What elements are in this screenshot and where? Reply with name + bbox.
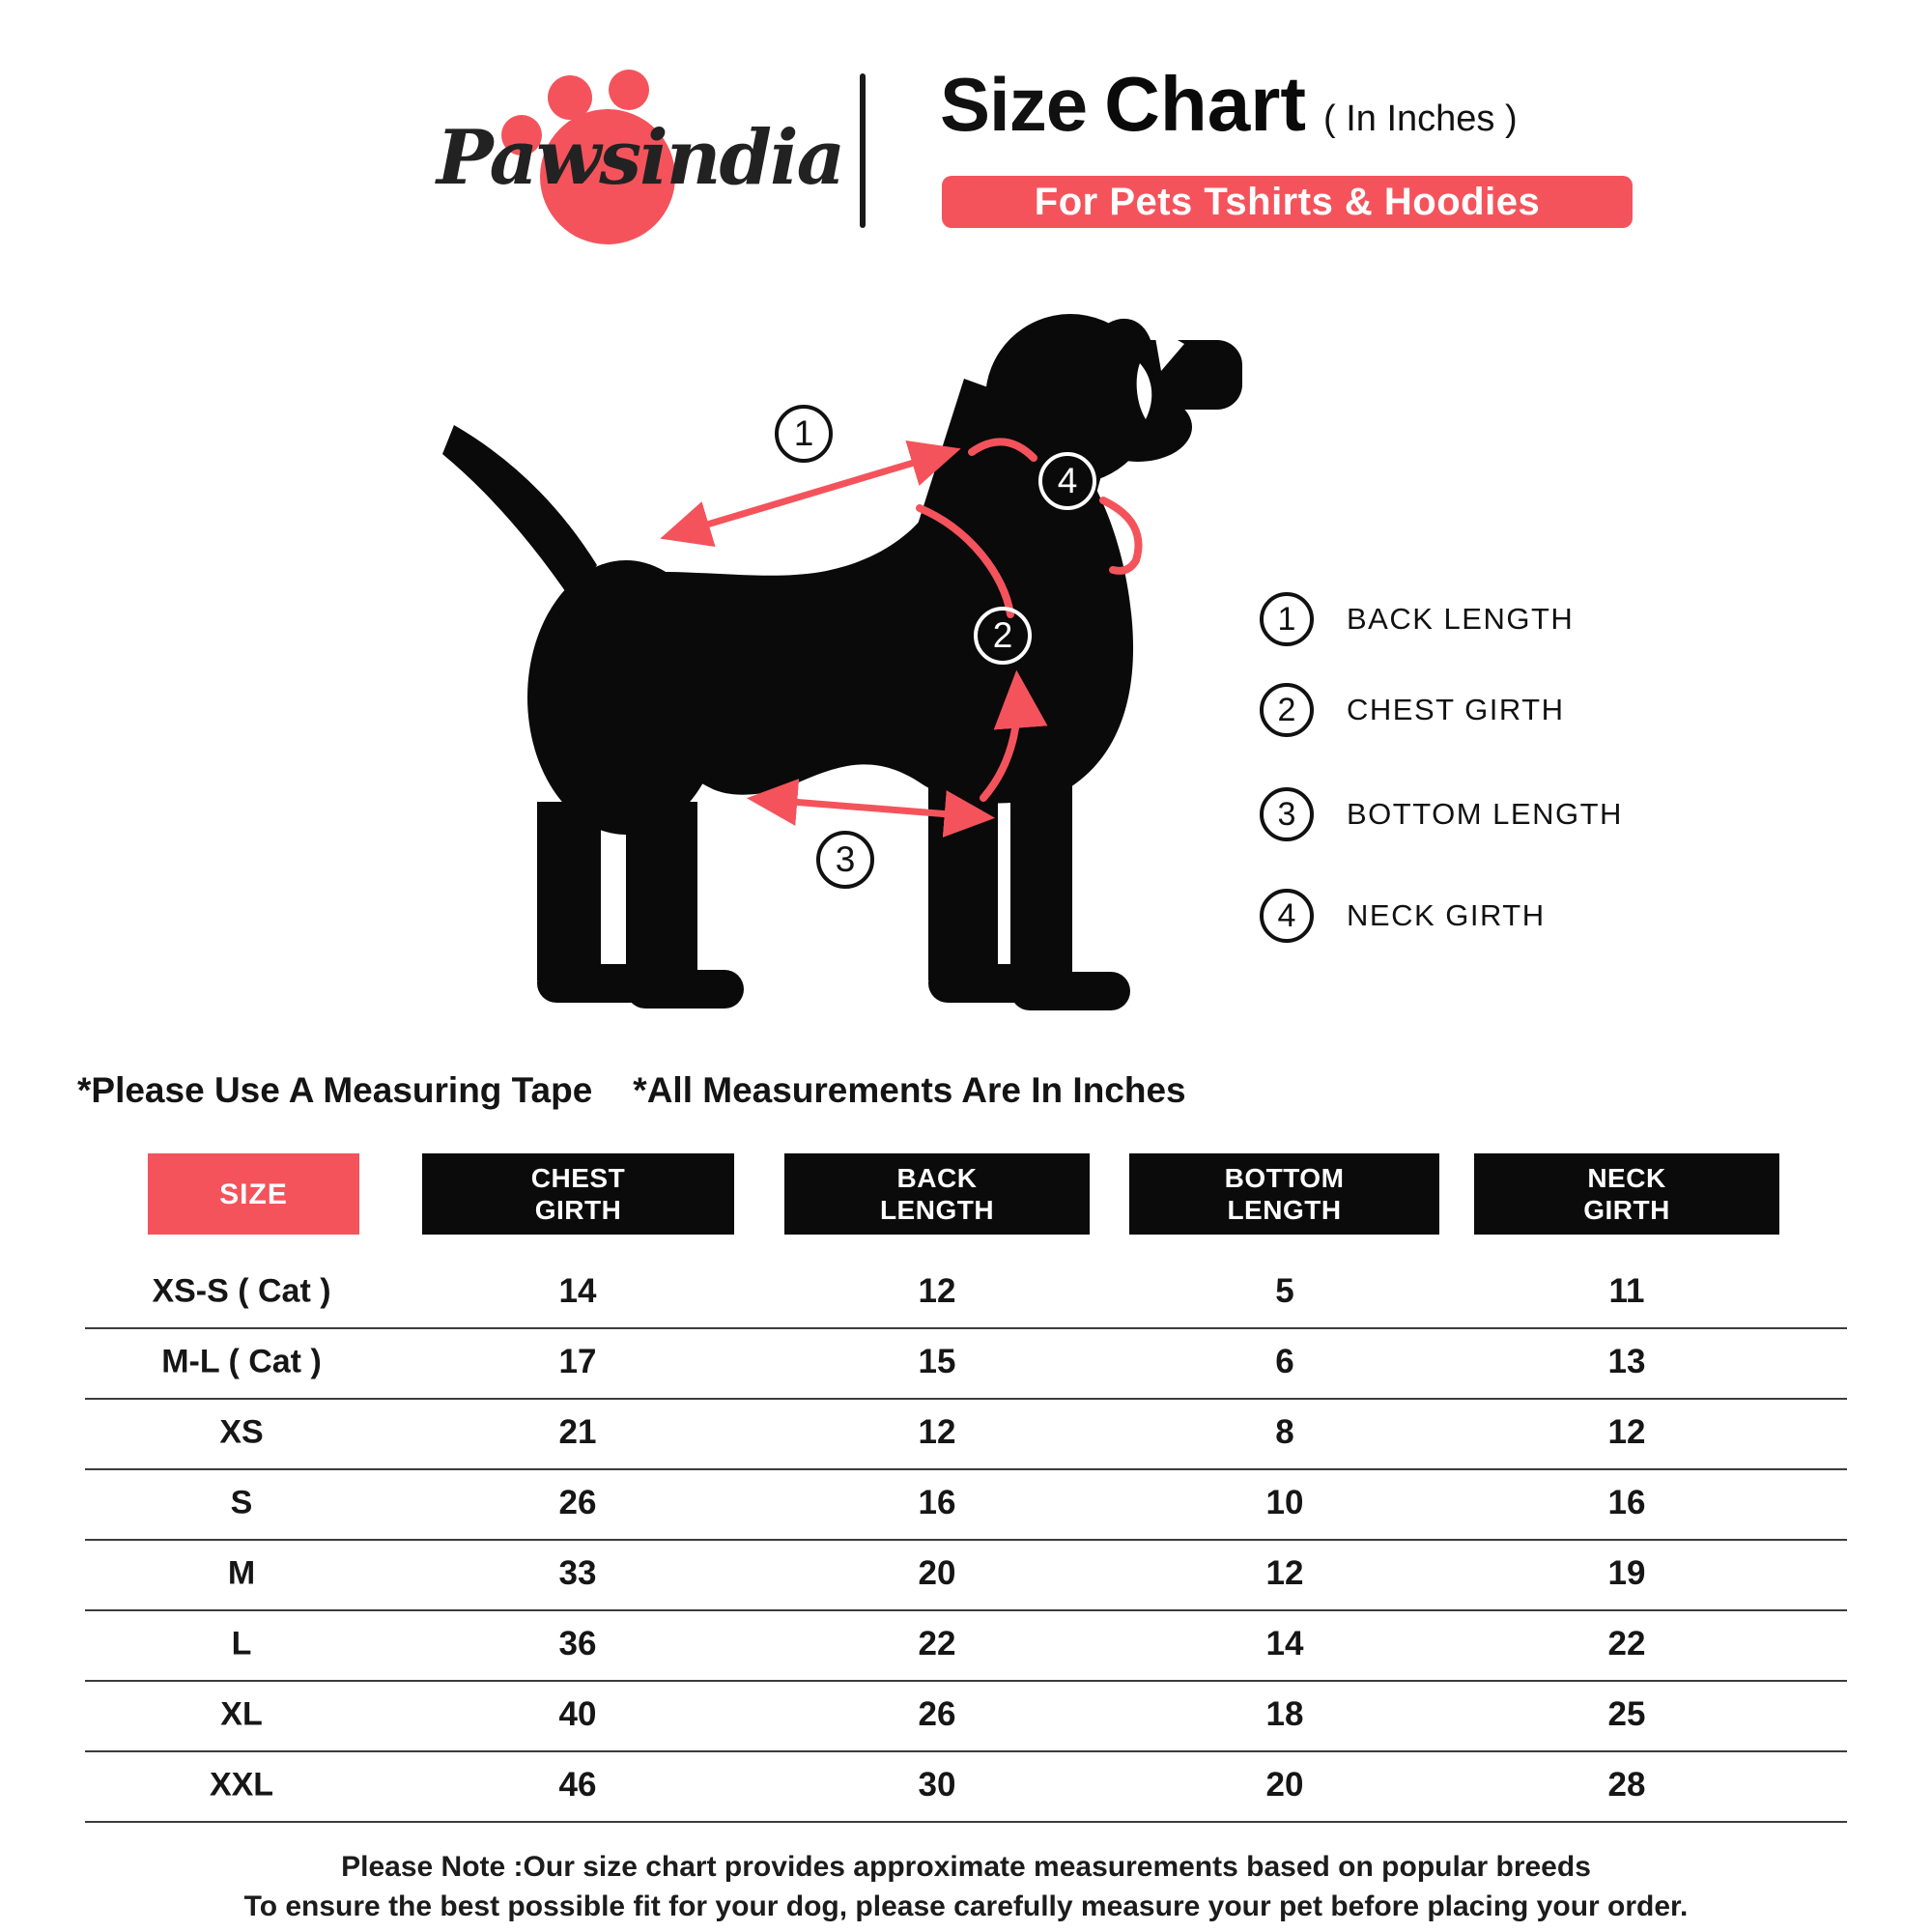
page-title <box>940 60 1518 149</box>
dog-rear-leg <box>537 802 601 980</box>
dog-body-shapes <box>442 308 1242 1010</box>
size-cell: L <box>231 1625 252 1662</box>
value-cell: 5 <box>1275 1272 1294 1310</box>
title-word-size: Size <box>940 62 1088 147</box>
dog-haunch <box>527 560 724 835</box>
diagram-marker-3: 3 <box>816 831 874 889</box>
row-separator <box>85 1750 1847 1752</box>
value-cell: 36 <box>558 1625 597 1662</box>
header-line: CHEST <box>530 1163 626 1193</box>
size-cell: XS <box>219 1413 264 1451</box>
value-cell: 33 <box>558 1554 597 1592</box>
value-cell: 40 <box>558 1695 597 1733</box>
diagram-marker-4: 4 <box>1038 452 1096 510</box>
legend-label: BACK LENGTH <box>1347 602 1575 636</box>
paw-toe-icon <box>609 70 649 110</box>
value-cell: 20 <box>918 1554 956 1592</box>
header-line: GIRTH <box>1583 1195 1670 1225</box>
value-cell: 10 <box>1265 1484 1304 1521</box>
value-cell: 13 <box>1607 1343 1646 1380</box>
value-cell: 26 <box>558 1484 597 1521</box>
legend-number-icon: 4 <box>1260 889 1314 943</box>
column-header-bottom-length <box>1129 1153 1439 1235</box>
value-cell: 16 <box>918 1484 956 1521</box>
dog-tail <box>442 425 597 601</box>
legend-number-icon: 2 <box>1260 683 1314 737</box>
row-separator <box>85 1821 1847 1823</box>
header-line: LENGTH <box>1227 1195 1342 1225</box>
dog-rear-foot <box>626 970 744 1009</box>
column-header-size <box>148 1153 359 1235</box>
value-cell: 16 <box>1607 1484 1646 1521</box>
header-divider <box>860 73 866 228</box>
size-cell: XXL <box>209 1766 274 1804</box>
legend-label: NECK GIRTH <box>1347 898 1546 932</box>
diagram-marker-1: 1 <box>775 405 833 463</box>
dog-front-foot <box>1010 972 1130 1010</box>
value-cell: 19 <box>1607 1554 1646 1592</box>
value-cell: 46 <box>558 1766 597 1804</box>
size-cell: M-L ( Cat ) <box>161 1343 322 1380</box>
footer-line-1: Please Note :Our size chart provides approximate measurements based on popular breeds <box>341 1851 1591 1883</box>
value-cell: 12 <box>918 1272 956 1310</box>
legend-number-icon: 3 <box>1260 787 1314 841</box>
row-separator <box>85 1327 1847 1329</box>
legend-label: BOTTOM LENGTH <box>1347 797 1623 831</box>
category-banner: For Pets Tshirts & Hoodies <box>942 176 1633 228</box>
column-header-chest-girth <box>422 1153 734 1235</box>
value-cell: 21 <box>558 1413 597 1451</box>
header-line: LENGTH <box>879 1195 995 1225</box>
note-units: *All Measurements Are In Inches <box>633 1070 1186 1110</box>
value-cell: 14 <box>558 1272 597 1310</box>
value-cell: 12 <box>1607 1413 1646 1451</box>
value-cell: 12 <box>918 1413 956 1451</box>
note-measuring-tape: *Please Use A Measuring Tape <box>77 1070 593 1110</box>
row-separator <box>85 1609 1847 1611</box>
value-cell: 22 <box>918 1625 956 1662</box>
value-cell: 6 <box>1275 1343 1294 1380</box>
row-separator <box>85 1680 1847 1682</box>
header-line: GIRTH <box>534 1195 622 1225</box>
title-units: ( In Inches ) <box>1322 99 1518 139</box>
dog-front-leg <box>1010 753 1072 980</box>
legend-number-icon: 1 <box>1260 592 1314 646</box>
legend-item-back-length <box>1260 591 1574 647</box>
value-cell: 20 <box>1265 1766 1304 1804</box>
value-cell: 17 <box>558 1343 597 1380</box>
value-cell: 28 <box>1607 1766 1646 1804</box>
size-cell: M <box>227 1554 256 1592</box>
column-header-back-length <box>784 1153 1090 1235</box>
dog-jaw <box>1084 392 1192 462</box>
value-cell: 15 <box>918 1343 956 1380</box>
back-length-arrow <box>668 451 952 536</box>
value-cell: 25 <box>1607 1695 1646 1733</box>
legend-item-chest-girth <box>1260 682 1565 738</box>
measurement-notes <box>77 1070 1186 1111</box>
value-cell: 26 <box>918 1695 956 1733</box>
legend-label: CHEST GIRTH <box>1347 693 1565 726</box>
header-line: BOTTOM <box>1224 1163 1345 1193</box>
value-cell: 18 <box>1265 1695 1304 1733</box>
header-line: NECK <box>1587 1163 1666 1193</box>
column-header-neck-girth <box>1474 1153 1779 1235</box>
row-separator <box>85 1468 1847 1470</box>
header-line: BACK <box>896 1163 978 1193</box>
value-cell: 8 <box>1275 1413 1294 1451</box>
footer-note <box>0 1847 1932 1926</box>
value-cell: 12 <box>1265 1554 1304 1592</box>
dog-silhouette-diagram <box>425 222 1275 1043</box>
size-cell: S <box>230 1484 253 1521</box>
legend-item-neck-girth <box>1260 888 1546 944</box>
value-cell: 14 <box>1265 1625 1304 1662</box>
value-cell: 22 <box>1607 1625 1646 1662</box>
legend-item-bottom-length <box>1260 786 1623 842</box>
footer-line-2: To ensure the best possible fit for your dog, please carefully measure your pet before placing your order. <box>243 1890 1689 1922</box>
brand-logo: Pawsindia <box>437 114 844 202</box>
row-separator <box>85 1398 1847 1400</box>
row-separator <box>85 1539 1847 1541</box>
dog-rear-leg <box>626 802 697 985</box>
size-cell: XS-S ( Cat ) <box>152 1272 331 1310</box>
size-cell: XL <box>220 1695 263 1733</box>
value-cell: 30 <box>918 1766 956 1804</box>
diagram-marker-2: 2 <box>974 607 1032 665</box>
title-word-chart: Chart <box>1104 61 1306 147</box>
value-cell: 11 <box>1608 1272 1645 1310</box>
header-line: SIZE <box>219 1178 288 1210</box>
